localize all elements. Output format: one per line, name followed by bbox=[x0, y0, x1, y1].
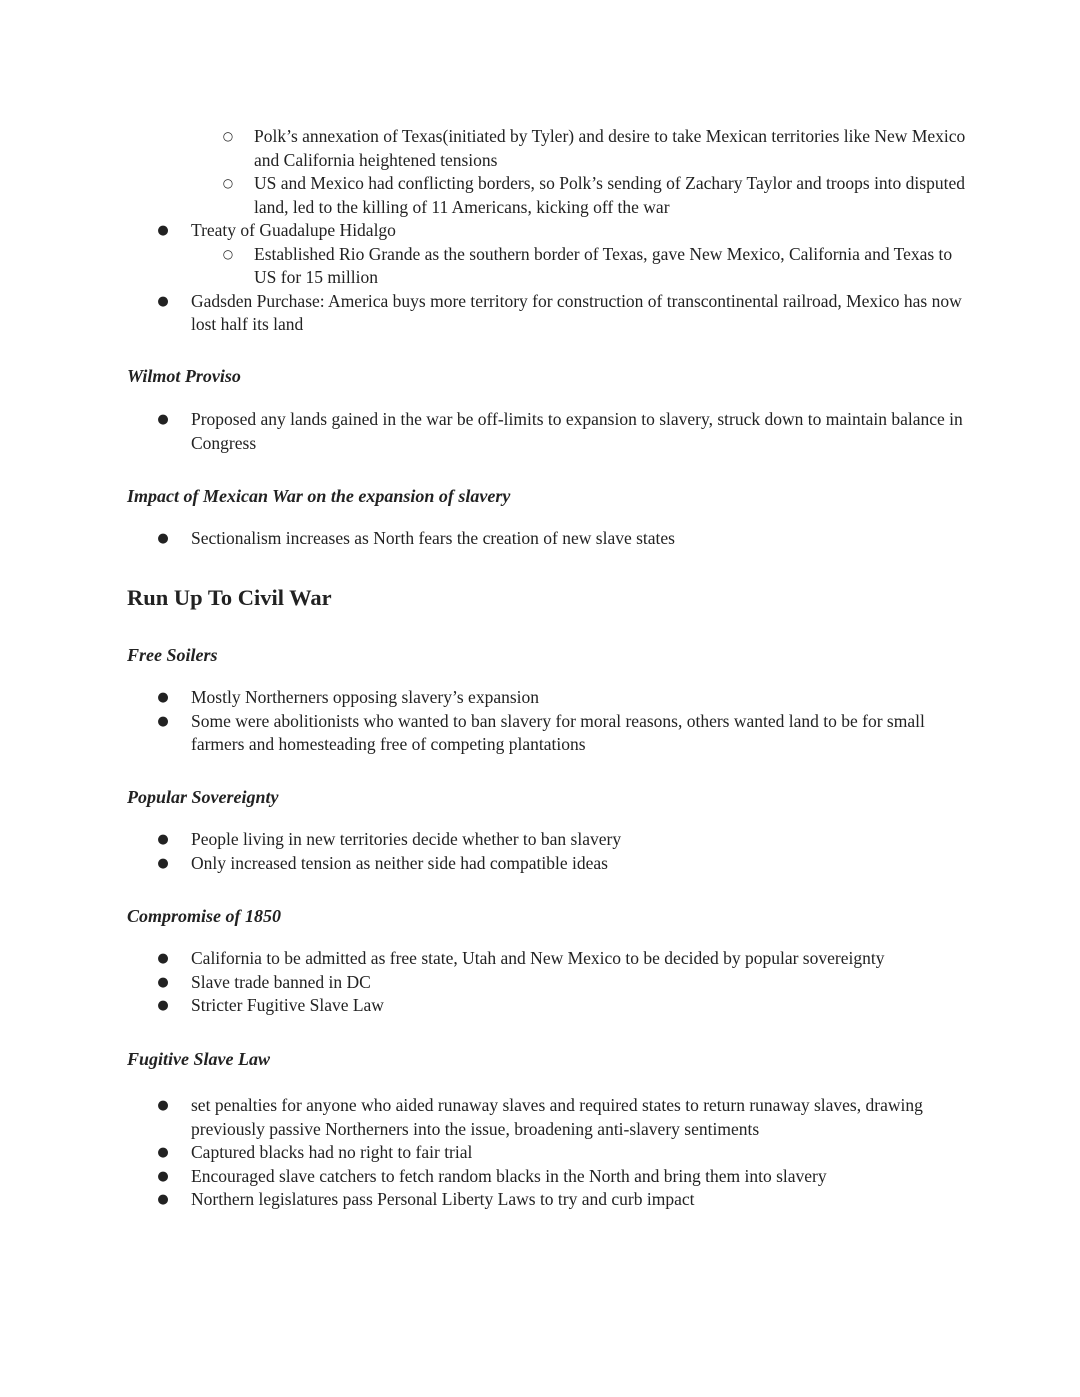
list-item-text: Encouraged slave catchers to fetch random blacks in the North and bring them into slavery bbox=[191, 1165, 827, 1186]
bullet-icon: ● bbox=[157, 412, 169, 427]
list-item-text: US and Mexico had conflicting borders, so Polk’s sending of Zachary Taylor and troops into disputed land, led to the killing of 11 Americans, kicking off the war bbox=[254, 173, 965, 217]
list-item bbox=[0, 527, 1080, 551]
bullet-icon: ● bbox=[157, 713, 169, 729]
mexican-war-list bbox=[0, 125, 1080, 337]
list-item-text: Only increased tension as neither side had compatible ideas bbox=[191, 852, 608, 873]
list-item bbox=[0, 125, 1080, 172]
list-item bbox=[0, 243, 1080, 290]
bullet-icon: ● bbox=[157, 832, 169, 847]
list-item bbox=[0, 947, 1080, 971]
list-item bbox=[0, 172, 1080, 219]
free-soilers-heading: Free Soilers bbox=[127, 645, 218, 665]
hollow-bullet-icon: ○ bbox=[222, 246, 234, 261]
bullet-icon: ● bbox=[157, 293, 169, 309]
list-item bbox=[0, 408, 1080, 455]
list-item bbox=[0, 971, 1080, 995]
list-item-text: Stricter Fugitive Slave Law bbox=[191, 995, 384, 1015]
free-soilers-list bbox=[0, 686, 1080, 757]
impact-list bbox=[0, 527, 1080, 551]
section-heading: Run Up To Civil War bbox=[127, 585, 332, 610]
list-item-text: set penalties for anyone who aided runaway slaves and required states to return runaway slaves, drawing previously passive Northerners into the issue, broadening anti-slavery sentiments bbox=[191, 1095, 923, 1139]
list-item bbox=[0, 1165, 1080, 1189]
popular-sovereignty-list bbox=[0, 828, 1080, 875]
bullet-icon: ● bbox=[157, 1145, 169, 1160]
bullet-icon: ● bbox=[157, 974, 169, 990]
list-item bbox=[0, 1094, 1080, 1141]
bullet-icon: ● bbox=[157, 855, 169, 871]
compromise-1850-list bbox=[0, 947, 1080, 1018]
list-item bbox=[0, 219, 1080, 243]
wilmot-proviso-heading: Wilmot Proviso bbox=[127, 366, 241, 386]
list-item-text: Treaty of Guadalupe Hidalgo bbox=[191, 220, 396, 240]
list-item-text: People living in new territories decide whether to ban slavery bbox=[191, 829, 622, 849]
list-item bbox=[0, 290, 1080, 337]
list-item-text: Established Rio Grande as the southern border of Texas, gave New Mexico, California and Texas to US for 15 million bbox=[254, 243, 953, 287]
list-item-text: Mostly Northerners opposing slavery’s expansion bbox=[191, 687, 540, 707]
list-item-text: Northern legislatures pass Personal Liberty Laws to try and curb impact bbox=[191, 1189, 695, 1209]
bullet-icon: ● bbox=[157, 1168, 169, 1184]
list-item bbox=[0, 1188, 1080, 1212]
bullet-icon: ● bbox=[157, 1098, 169, 1113]
list-item-text: Captured blacks had no right to fair trial bbox=[191, 1142, 473, 1162]
list-item-text: Slave trade banned in DC bbox=[191, 971, 371, 992]
wilmot-proviso-list bbox=[0, 408, 1080, 455]
bullet-icon: ● bbox=[157, 690, 169, 705]
list-item bbox=[0, 994, 1080, 1018]
bullet-icon: ● bbox=[157, 998, 169, 1013]
list-item bbox=[0, 828, 1080, 852]
list-item-text: Polk’s annexation of Texas(initiated by Tyler) and desire to take Mexican territories like New Mexico and California heightened tensions bbox=[254, 126, 966, 170]
list-item bbox=[0, 710, 1080, 757]
popular-sovereignty-heading: Popular Sovereignty bbox=[127, 787, 279, 807]
bullet-icon: ● bbox=[157, 531, 169, 546]
list-item bbox=[0, 1141, 1080, 1165]
compromise-1850-heading: Compromise of 1850 bbox=[127, 906, 282, 926]
list-item-text: Proposed any lands gained in the war be off-limits to expansion to slavery, struck down to maintain balance in Congress bbox=[191, 409, 963, 453]
list-item-text: Sectionalism increases as North fears the creation of new slave states bbox=[191, 528, 675, 548]
list-item bbox=[0, 852, 1080, 876]
list-item-text: Gadsden Purchase: America buys more territory for construction of transcontinental railroad, Mexico has now lost half its land bbox=[191, 290, 962, 334]
bullet-icon: ● bbox=[157, 1192, 169, 1207]
bullet-icon: ● bbox=[157, 223, 169, 238]
list-item-text: Some were abolitionists who wanted to ban slavery for moral reasons, others wanted land to be for small farmers and homesteading free of competing plantations bbox=[191, 710, 925, 754]
fugitive-slave-law-list bbox=[0, 1094, 1080, 1212]
list-item bbox=[0, 686, 1080, 710]
bullet-icon: ● bbox=[157, 951, 169, 966]
hollow-bullet-icon: ○ bbox=[222, 129, 234, 143]
hollow-bullet-icon: ○ bbox=[222, 176, 234, 190]
list-item-text: California to be admitted as free state, Utah and New Mexico to be decided by popular sovereignty bbox=[191, 948, 885, 968]
fugitive-slave-law-heading: Fugitive Slave Law bbox=[127, 1049, 270, 1069]
impact-heading: Impact of Mexican War on the expansion of slavery bbox=[127, 486, 511, 506]
